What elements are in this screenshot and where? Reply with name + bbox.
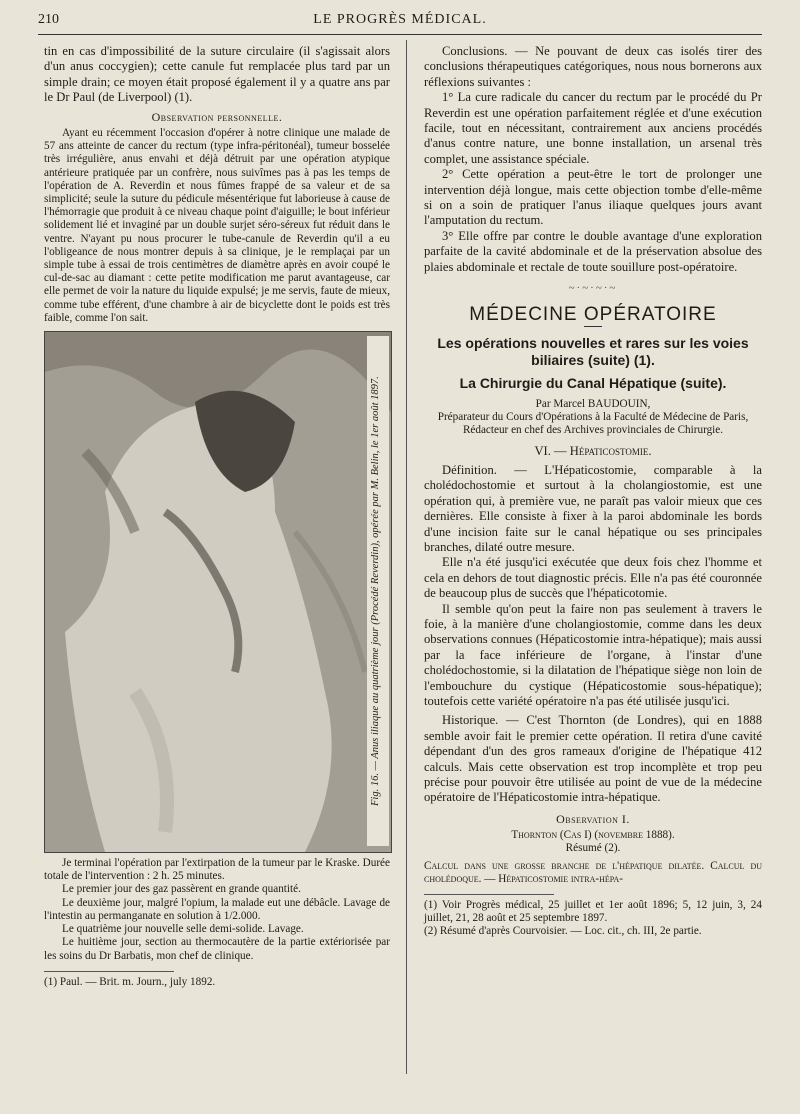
observation-resume: Résumé (2). <box>565 842 621 855</box>
right-column <box>424 44 762 939</box>
title-rule <box>584 326 602 327</box>
paragraph: Le deuxième jour, malgré l'opium, la malade eut une débâcle. Lavage de l'intestin au permanganate en solution à 1/2.000. <box>44 896 390 922</box>
author-affiliation: Préparateur du Cours d'Opérations à la Faculté de Médecine de Paris, Rédacteur en chef des Archives provinciales de Chirurgie. <box>437 411 749 437</box>
footnote: (1) Voir Progrès médical, 25 juillet et 1er août 1896; 5, 12 juin, 3, 24 juillet, 21, 28 août et 25 septembre 1897. <box>424 899 762 925</box>
journal-title: LE PROGRÈS MÉDICAL. <box>313 12 487 27</box>
observation-heading: Observation personnelle. <box>151 109 283 124</box>
paragraph: Il semble qu'on peut la faire non pas seulement à travers le foie, à la manière d'une cholangiostomie, comme dans les deux observations connues (Hépaticostomie intra-hépatique); mais aussi par la face inférieure de l'organe, à l'instar d'une cholédochostomie, si la dilatation de l'hépatique siège non loin de l'embouchure du cystique (Hépaticostomie sous-hépatique); toutefois cette variété opératoire n'a pas été utilisée jusqu'ici. <box>424 601 762 709</box>
paragraph: Historique. — C'est Thornton (de Londres), qui en 1888 semble avoir fait le premier cette opération. Il retira d'une cavité dépendant d'un des gros rameaux d'origine de l'hépatique 412 calculs. Mais cette observation est trop incomplète et trop peu précise pour pouvoir être utilisée au point de vue de la médecine opératoire de l'Hépaticostomie intra-hépatique. <box>424 713 762 805</box>
conclusion-item: 2° Cette opération a peut-être le tort de prolonger une intervention déjà longue, mais cette objection tombe d'elle-même si on a soin de pratiquer l'anus iliaque quelques jours avant l'amputation du rectum. <box>424 167 762 228</box>
footnote: (2) Résumé d'après Courvoisier. — Loc. cit., ch. III, 2e partie. <box>424 925 702 938</box>
author-line: Par Marcel BAUDOUIN, <box>535 397 651 410</box>
paragraph: Ayant eu récemment l'occasion d'opérer à notre clinique une malade de 57 ans atteinte de cancer du rectum (type infra-péritonéal), tumeur bosselée très irrégulière, anus envahi et déjà détruit par une opération atypique antérieure pratiquée par un confrère, nous suivîmes pas à pas les temps de l'opération de A. Reverdin et nous fûmes frappé de sa valeur et de sa simplicité; seule la suture du pédicule mésentérique fut laborieuse à cause de l'hémorragie que produit à ce niveau chaque point d'aiguille; le bout inférieur solidement lié et invaginé par un double surjet séro-séreux fut réduit dans le ventre. N'ayant pu nous procurer le tube-canule de Reverdin qu'il a eu l'obligeance de nous montrer depuis à sa clinique, je le remplaçai par un simple tube à essai de trois centimètres de diamètre après en avoir coupé le cul-de-sac au diamant : cette petite modification me parut avantageuse, car elle permet de voir la nature du liquide expulsé; je me servis, faute de mieux, comme tube efférent, d'une chambre à air de bicyclette dont le poids est très faible, comme l'on sait. <box>44 127 390 324</box>
paragraph: Définition. — L'Hépaticostomie, comparable à la cholédochostomie et surtout à la cholangiostomie, est une opération qui, à première vue, ne paraît pas valoir mieux que ces dernières. Elle consiste à fixer à la paroi abdominale les bords d'une incision faite sur le canal hépatique ou ses principales branches, dilaté outre mesure. <box>424 462 762 554</box>
section-title: MÉDECINE OPÉRATOIRE <box>469 303 717 325</box>
paragraph: Le quatrième jour nouvelle selle demi-solide. Lavage. <box>62 923 304 936</box>
observation-reference: Thornton (Cas I) (novembre 1888). <box>511 829 675 842</box>
conclusion-item: 3° Elle offre par contre le double avantage d'une exploration parfaite de la cavité abdominale et de la préservation absolue des plaies abdominale et rectale de toute souillure post-opératoire. <box>424 228 762 274</box>
left-column <box>44 44 390 989</box>
observation-text: Calcul dans une grosse branche de l'hépatique dilatée. Calcul du cholédoque. — Hépaticostomie intra-hépa- <box>424 859 762 885</box>
paragraph: Le premier jour des gaz passèrent en grande quantité. <box>62 883 301 896</box>
paragraph: tin en cas d'impossibilité de la suture circulaire (il s'agissait alors d'un anus coccygien); cette canule fut remplacée plus tard par un simple drain; ce moyen était proposé également il y a quatre ans par le Dr Paul (de Liverpool) (1). <box>44 44 390 105</box>
page-number: 210 <box>38 12 59 27</box>
article-subtitle: La Chirurgie du Canal Hépatique (suite). <box>459 374 727 391</box>
subsection-heading: VI. — Hépaticostomie. <box>534 443 652 458</box>
ornament-divider: ~·~·~·~ <box>568 282 618 295</box>
header-rule <box>38 34 762 35</box>
conclusions-paragraph: Conclusions. — Ne pouvant de deux cas isolés tirer des conclusions thérapeutiques catégoriques, nous nous bornerons aux réflexions suivantes : <box>424 44 762 89</box>
page-header <box>38 12 762 34</box>
footnote: (1) Paul. — Brit. m. Journ., july 1892. <box>44 975 216 988</box>
paragraph: Elle n'a été jusqu'ici exécutée que deux fois chez l'homme et cela en dehors de tout diagnostic précis. Elle n'a pas été couronnée de beaucoup plus de succès que l'hépaticotomie. <box>424 555 762 601</box>
photograph-illustration <box>45 332 391 852</box>
paragraph: Le huitième jour, section au thermocautère de la partie extériorisée par les soins du Dr Barbatis, mon chef de clinique. <box>44 936 390 962</box>
column-divider <box>406 40 407 1074</box>
figure-photograph <box>44 331 392 853</box>
article-title: Les opérations nouvelles et rares sur les voies biliaires (suite) (1). <box>437 334 749 368</box>
footnote-rule <box>44 971 174 972</box>
footnote-rule <box>424 894 554 895</box>
observation-heading: Observation I. <box>556 811 630 826</box>
paragraph: Je terminai l'opération par l'extirpation de la tumeur par le Kraske. Durée totale de l'intervention : 2 h. 25 minutes. <box>44 857 390 883</box>
conclusion-item: 1° La cure radicale du cancer du rectum par le procédé du Pr Reverdin est une opération parfaitement réglée et d'une exécution facile, tout en nécessitant, contrairement aux anciens procédés d'anus contre nature, une bonne installation, un arsenal très complet, une assistance spéciale. <box>424 90 762 166</box>
figure-caption: Fig. 16. — Anus iliaque au quatrième jour (Procédé Reverdin), opérée par M. Belin, le 1er août 1897. <box>367 336 389 846</box>
